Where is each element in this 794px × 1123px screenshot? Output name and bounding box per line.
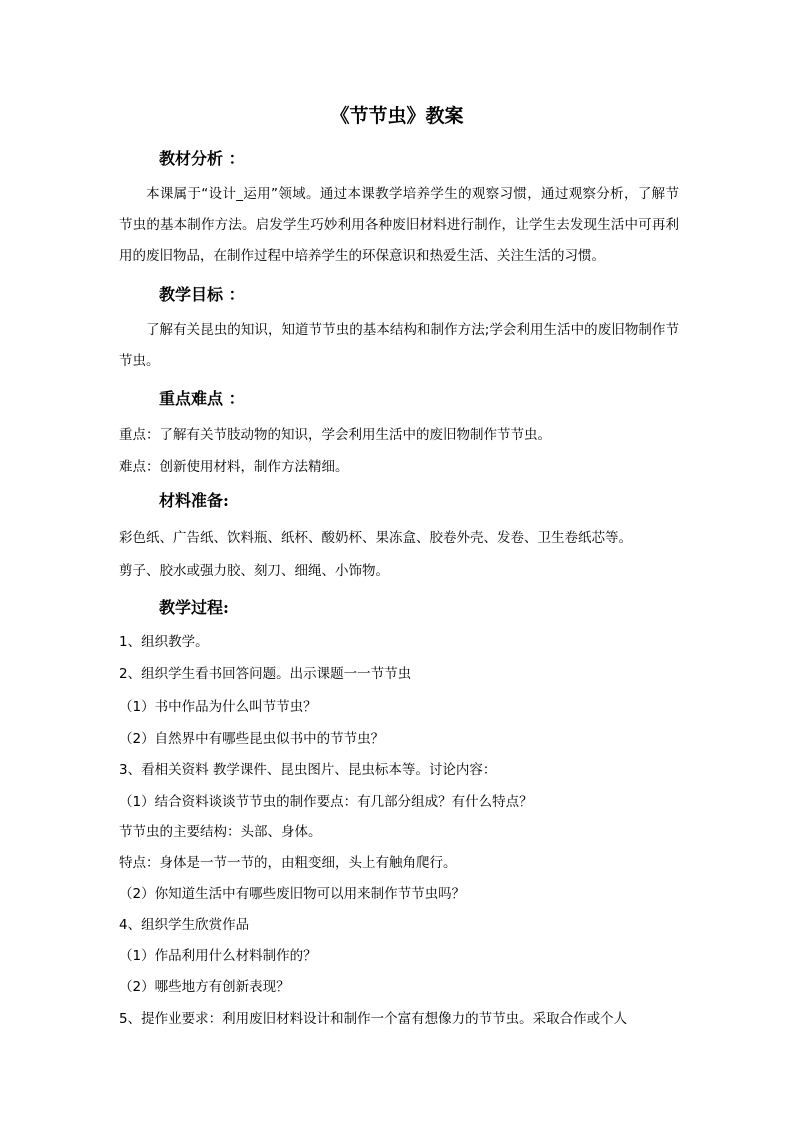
process-line: （1）书中作品为什么叫节节虫？: [119, 699, 317, 715]
process-line: 1、组织教学。: [119, 634, 209, 650]
process-line: （1）作品利用什么材料制作的？: [119, 948, 317, 964]
process-line: （1）结合资料谈谈节节虫的制作要点：有几部分组成？有什么特点？: [119, 794, 533, 810]
process-line: 2、组织学生看书回答问题。出示课题一一节节虫: [119, 666, 412, 682]
document-title: 《节节虫》教案: [330, 105, 464, 127]
heading-materials: 材料准备:: [159, 491, 229, 510]
heading-goals: 教学目标 ：: [159, 285, 245, 304]
materials-line: 彩色纸、广告纸、饮料瓶、纸杯、酸奶杯、果冻盒、胶卷外壳、发卷、卫生卷纸芯等。: [119, 530, 632, 546]
process-line: （2）哪些地方有创新表现？: [119, 979, 290, 995]
process-line: 节节虫的主要结构：头部、身体。: [119, 824, 322, 840]
paragraph-analysis: 本课属于“设计_运用”领域。通过本课教学培养学生的观察习惯，通过观察分析，了解节节虫的基本制作方法。启发学生巧妙利用各种废旧材料进行制作，让学生去发现生活中可再利用的废旧物品，在制作过程中培养学生的环保意识和热爱生活、关注生活的习惯。: [119, 186, 679, 264]
process-line: 4、组织学生欣赏作品: [119, 917, 250, 933]
heading-analysis: 教材分析 ：: [159, 149, 245, 168]
heading-keypoints: 重点难点 ：: [159, 389, 245, 408]
heading-process: 教学过程:: [159, 598, 229, 617]
process-line: 特点：身体是一节一节的，由粗变细，头上有触角爬行。: [119, 855, 457, 871]
paragraph-goals: 了解有关昆虫的知识，知道节节虫的基本结构和制作方法;学会利用生活中的废旧物制作节节虫。: [119, 322, 679, 369]
difficulty-line: 难点：创新使用材料，制作方法精细。: [119, 459, 349, 475]
process-line: 3、看相关资料 教学课件、昆虫图片、昆虫标本等。讨论内容：: [119, 762, 497, 778]
process-line: 5、提作业要求：利用废旧材料设计和制作一个富有想像力的节节虫。采取合作或个人: [119, 1011, 628, 1027]
process-line: （2）你知道生活中有哪些废旧物可以用来制作节节虫吗？: [119, 886, 466, 902]
process-line: （2）自然界中有哪些昆虫似书中的节节虫？: [119, 731, 385, 747]
keypoint-line: 重点：了解有关节肢动物的知识，学会利用生活中的废旧物制作节节虫。: [119, 427, 551, 443]
materials-line: 剪子、胶水或强力胶、刻刀、细绳、小饰物。: [119, 563, 389, 579]
